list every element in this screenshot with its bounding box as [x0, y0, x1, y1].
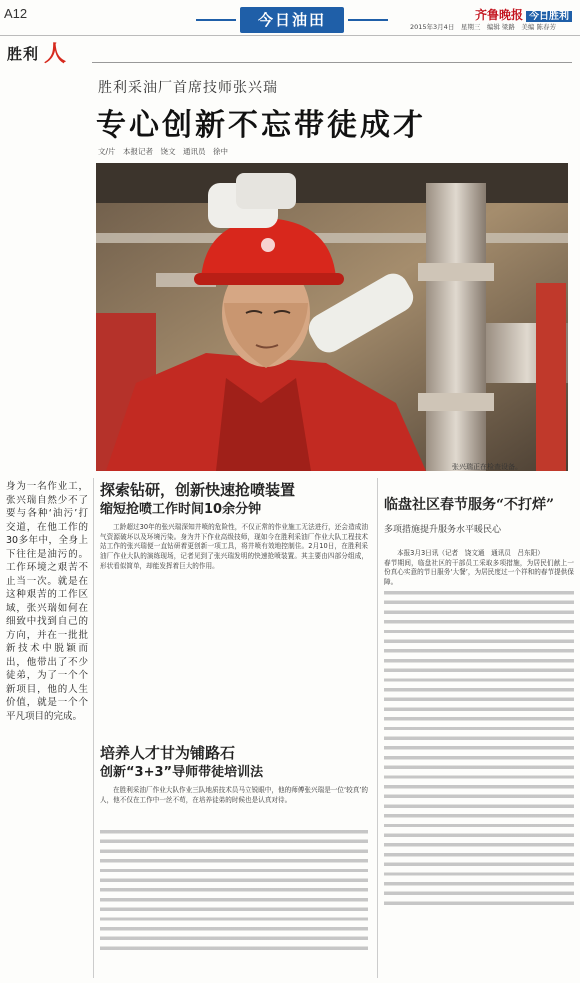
photo-caption: 张兴瑞正在检查设备。	[452, 463, 522, 471]
main-column	[100, 478, 368, 978]
column-divider-right	[377, 478, 378, 978]
paper-tag: 今日胜利	[526, 11, 572, 22]
worker-photo-illustration	[96, 163, 568, 471]
side-byline: 本报3月3日讯（记者 饶文通 通讯员 吕东阳）	[397, 549, 544, 557]
side-body-lines	[384, 591, 574, 909]
side-body: 春节期间，临盘社区的干部员工采取多项措施，为居民们献上一份真心实意的节日服务‘大餐’，为居民度过一个祥和的春节提供保障。	[384, 558, 574, 587]
masthead	[0, 0, 580, 36]
side-deck: 多项措施提升服务水平暖民心	[384, 525, 502, 535]
body-text-lines	[100, 830, 368, 950]
subsection-mark: 人	[44, 42, 67, 67]
lead-column	[6, 480, 88, 860]
dateline: 2015年3月4日 星期三 编辑 梁路 美编 陈春芳	[410, 23, 556, 31]
paper-logo	[475, 6, 572, 23]
side-article	[384, 478, 574, 978]
side-headline: 临盘社区春节服务“不打烊”	[384, 497, 555, 513]
body-section-2: 在胜利采油厂作业大队作业三队地质技术员马立锐眼中，他的师傅张兴瑞是一位‘较真’的人，他不仅在工作中一丝不苟，在培养徒弟的时候也是认真对待。	[100, 786, 368, 804]
lead-text: 身为一名作业工，张兴瑞自然少不了要与各种‘油污’打交道，在他工作的30多年中，全身上下往往是油污的。工作环境之艰苦不止当一次。就是在这种艰苦的工作区域，张兴瑞如何在细致中找到自己的方向，并在一批批新技术中脱颖而出，他带出了不少徒弟，为了一个个新项目，他的人生价值，就是一个个平凡项目的完成。	[6, 481, 88, 722]
byline: 文/片 本报记者 饶文 通讯员 徐中	[98, 147, 229, 156]
page-number: A12	[4, 6, 28, 21]
article-photo	[96, 163, 568, 471]
kicker: 胜利采油厂首席技师张兴瑞	[98, 80, 278, 96]
subhead-2: 培养人才甘为铺路石	[100, 744, 236, 762]
subdeck-1: 缩短抢喷工作时间10余分钟	[100, 502, 262, 517]
subsection-text: 胜利	[7, 45, 40, 63]
subsection-label	[0, 37, 90, 67]
headline: 专心创新不忘带徒成才	[96, 108, 426, 143]
paper-name: 齐鲁晚报	[474, 8, 523, 22]
subhead-1: 探索钻研，创新快速抢喷装置	[100, 481, 296, 499]
subdeck-2: 创新“3+3”导师带徒培训法	[100, 765, 264, 780]
column-divider	[93, 478, 94, 978]
divider	[92, 62, 572, 63]
section-banner: 今日油田	[240, 7, 344, 33]
body-section-1: 工龄超过30年的张兴瑞深知井喷的危险性，不仅正常的作业施工无法进行，还会造成油气资源破坏以及环境污染。身为井下作业高级技师，现如今在胜利采油厂作业大队工程技术站工作的张兴瑞便一直钻研着更创新一项工具，将井喷有效地控制住。2月10日，在胜利采油厂作业大队的演练现场，记者见到了张兴瑞发明的快速抢喷装置。其主要由四部分组成，形状看似简单，却能发挥着巨大的作用。	[100, 523, 368, 570]
